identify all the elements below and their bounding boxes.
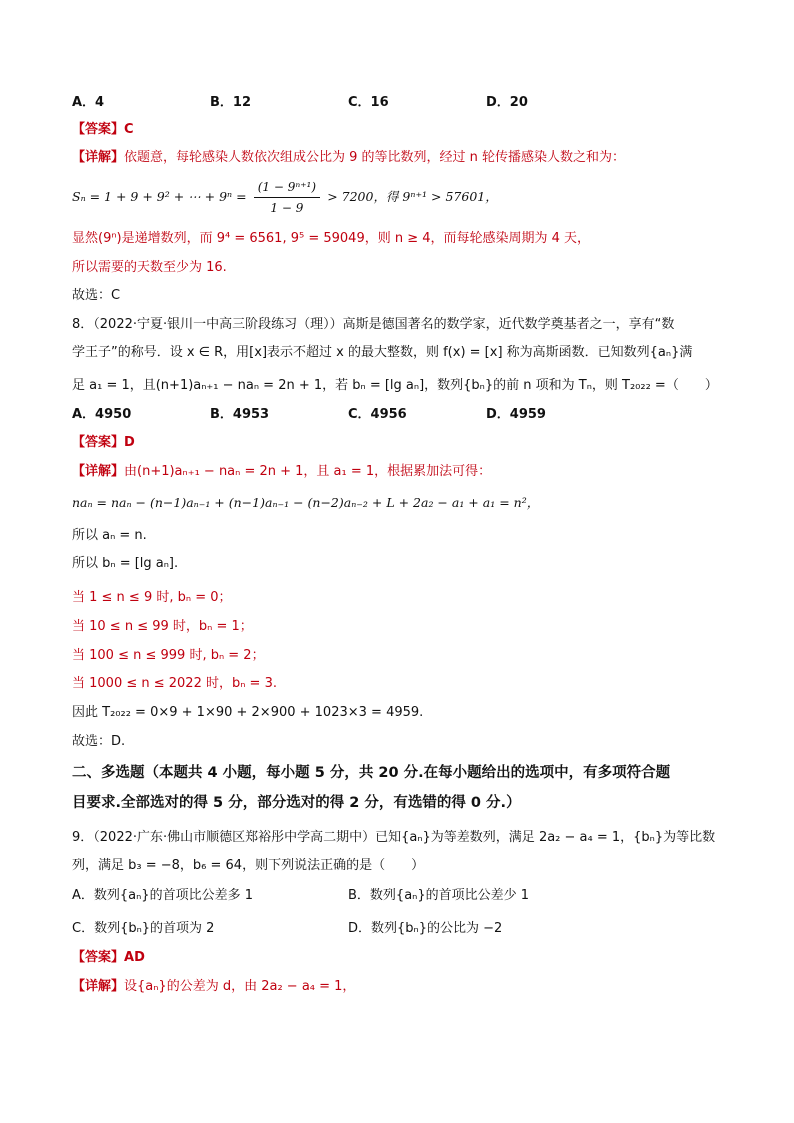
q8-option-c: C．4956: [348, 407, 407, 422]
q9-option-d: D．数列{bₙ}的公比为 −2: [348, 921, 503, 936]
q7-choice: 故选：C: [72, 288, 121, 303]
q8-detail-line-7: 当 100 ≤ n ≤ 999 时, bₙ = 2；: [72, 648, 265, 663]
q7-answer: [72, 121, 134, 139]
q7-option-d: D．20: [486, 95, 528, 110]
q8-stem-line-2: 学王子”的称号．设 x ∈ R，用[x]表示不超过 x 的最大整数，则 f(x) = [x] 称为高斯函数．已知数列{aₙ}满: [72, 345, 693, 360]
q8-detail-line-2: naₙ = naₙ − (n−1)aₙ₋₁ + (n−1)aₙ₋₁ − (n−2)aₙ₋₂ + L + 2a₂ − a₁ + a₁ = n²，: [72, 495, 540, 510]
q8-option-b: B．4953: [210, 407, 270, 422]
q8-detail-line-5: 当 1 ≤ n ≤ 9 时, bₙ = 0；: [72, 590, 232, 605]
q7-detail-line-4: 所以需要的天数至少为 16.: [72, 260, 227, 275]
q8-stem-line-3: 足 a₁ = 1，且(n+1)aₙ₊₁ − naₙ = 2n + 1，若 bₙ = [lg aₙ]，数列{bₙ}的前 n 项和为 Tₙ，则 T₂₀₂₂ =（ ）: [72, 378, 718, 393]
detail-text: 设{aₙ}的公差为 d，由 2a₂ − a₄ = 1，: [124, 979, 356, 994]
q8-detail-line-1: [72, 463, 491, 481]
q8-detail-line-3: 所以 aₙ = n.: [72, 528, 147, 543]
q7-option-b: B．12: [210, 95, 251, 110]
q9-detail-line-1: [72, 978, 355, 996]
q7-detail-line-1: [72, 149, 625, 167]
answer-label: 【答案】: [72, 435, 125, 450]
detail-label: 【详解】: [72, 464, 125, 479]
formula-denominator: 1 − 9: [270, 201, 304, 215]
q7-formula: [72, 174, 498, 220]
formula-numerator: (1 − 9ⁿ⁺¹): [254, 179, 320, 198]
q8-stem-line-1: 8．（2022·宁夏·银川一中高三阶段练习（理））高斯是德国著名的数学家，近代数学奠基者之一，享有“数: [72, 317, 675, 332]
q7-option-c: C．16: [348, 95, 389, 110]
detail-label: 【详解】: [72, 150, 125, 165]
q9-stem-line-2: 列，满足 b₃ = −8，b₆ = 64，则下列说法正确的是（ ）: [72, 858, 425, 873]
q7-detail-line-3: 显然(9ⁿ)是递增数列，而 9⁴ = 6561, 9⁵ = 59049，则 n ≥ 4，而每轮感染周期为 4 天，: [72, 231, 591, 246]
formula-rhs: > 7200，得 9ⁿ⁺¹ > 57601，: [327, 189, 498, 204]
q9-option-c: C．数列{bₙ}的首项为 2: [72, 921, 215, 936]
detail-text: 由(n+1)aₙ₊₁ − naₙ = 2n + 1，且 a₁ = 1，根据累加法可得：: [124, 464, 492, 479]
answer-value: C: [124, 122, 134, 137]
detail-label: 【详解】: [72, 979, 125, 994]
q8-option-a: A．4950: [72, 407, 132, 422]
section-heading-line-1: 二、多选题（本题共 4 小题，每小题 5 分，共 20 分.在每小题给出的选项中，有多项符合题: [72, 765, 671, 781]
q9-answer: [72, 949, 145, 967]
q8-answer: [72, 434, 135, 452]
q8-choice: 故选：D.: [72, 734, 126, 749]
detail-text: 依题意，每轮感染人数依次组成公比为 9 的等比数列，经过 n 轮传播感染人数之和为：: [124, 150, 626, 165]
q8-detail-line-8: 当 1000 ≤ n ≤ 2022 时，bₙ = 3.: [72, 676, 277, 691]
answer-label: 【答案】: [72, 122, 125, 137]
q8-option-d: D．4959: [486, 407, 546, 422]
answer-value: D: [124, 435, 135, 450]
q9-stem-line-1: 9．（2022·广东·佛山市顺德区郑裕彤中学高二期中）已知{aₙ}为等差数列，满足 2a₂ − a₄ = 1，{bₙ}为等比数: [72, 830, 716, 845]
formula-fraction: [254, 179, 320, 216]
section-heading-line-2: 目要求.全部选对的得 5 分，部分选对的得 2 分，有选错的得 0 分.）: [72, 795, 521, 811]
q8-detail-line-4: 所以 bₙ = [lg aₙ].: [72, 556, 179, 571]
answer-label: 【答案】: [72, 950, 125, 965]
formula-lhs: Sₙ = 1 + 9 + 9² + ⋯ + 9ⁿ =: [72, 189, 247, 204]
q7-option-a: A．4: [72, 95, 105, 110]
answer-value: AD: [124, 950, 145, 965]
q8-detail-line-6: 当 10 ≤ n ≤ 99 时，bₙ = 1；: [72, 619, 253, 634]
q8-detail-line-9: 因此 T₂₀₂₂ = 0×9 + 1×90 + 2×900 + 1023×3 = 4959.: [72, 705, 424, 720]
q9-option-a: A．数列{aₙ}的首项比公差多 1: [72, 888, 253, 903]
q9-option-b: B．数列{aₙ}的首项比公差少 1: [348, 888, 530, 903]
